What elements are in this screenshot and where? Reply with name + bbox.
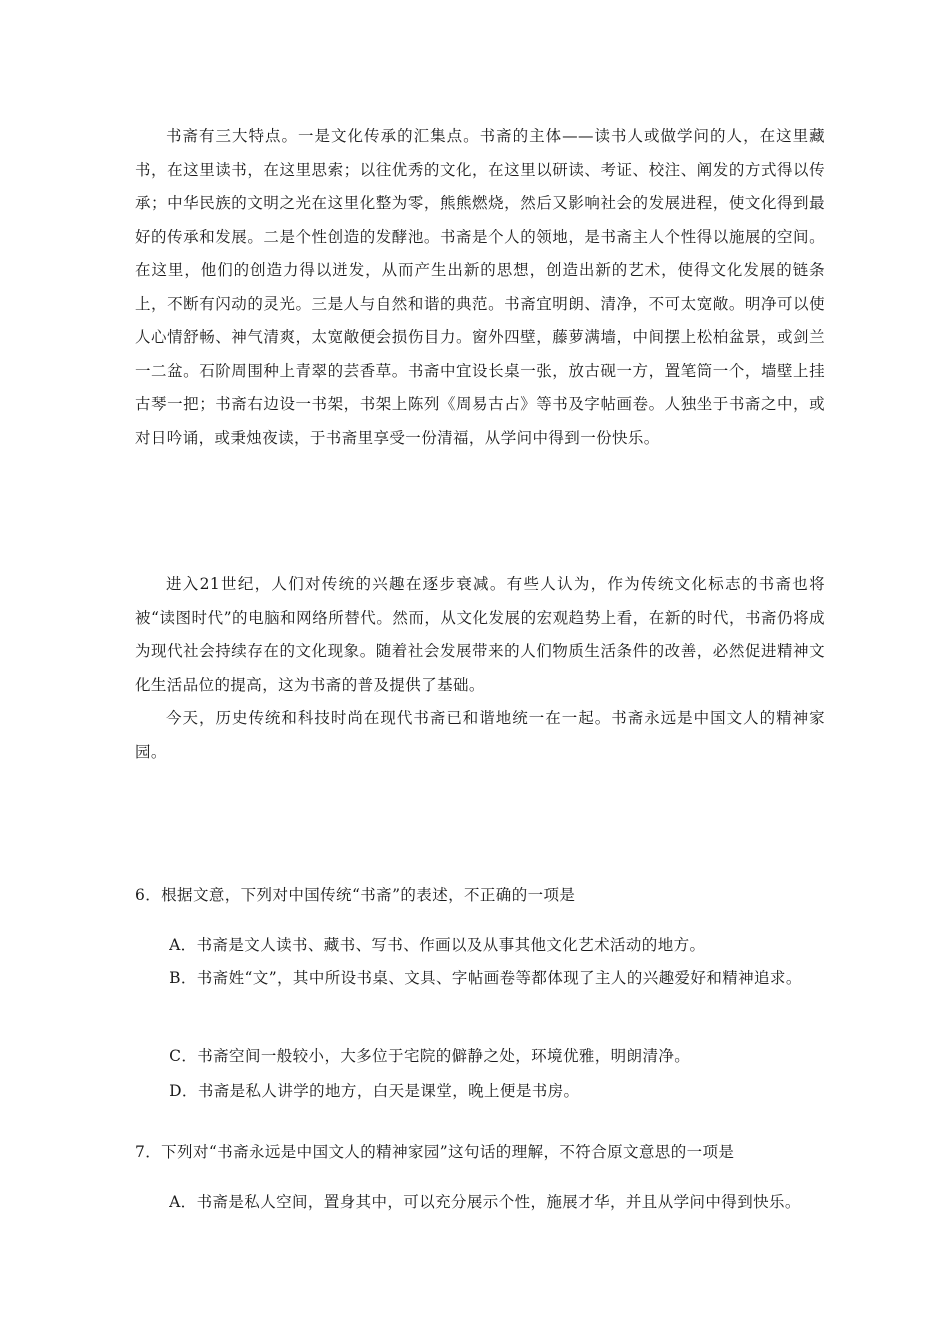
question-7-option-a: A．书斋是私人空间，置身其中，可以充分展示个性，施展才华，并且从学问中得到快乐。 — [169, 1193, 801, 1211]
passage-paragraph-1: 书斋有三大特点。一是文化传承的汇集点。书斋的主体——读书人或做学问的人，在这里藏书，在这里读书，在这里思索；以往优秀的文化，在这里以研读、考证、校注、阐发的方式得以传承；中华民族的文明之光在这里化整为零，熊熊燃烧，然后又影响社会的发展进程，使文化得到最好的传承和发展。二是个性创造的发酵池。书斋是个人的领地，是书斋主人个性得以施展的空间。在这里，他们的创造力得以迸发，从而产生出新的思想，创造出新的艺术，使得文化发展的链条上，不断有闪动的灵光。三是人与自然和谐的典范。书斋宜明朗、清净，不可太宽敞。明净可以使人心情舒畅、神气清爽，太宽敞便会损伤目力。窗外四壁，藤萝满墙，中间摆上松柏盆景，或剑兰一二盆。石阶周围种上青翠的芸香草。书斋中宜设长桌一张，放古砚一方，置笔筒一个，墙壁上挂古琴一把；书斋右边设一书架，书架上陈列《周易古占》等书及字帖画卷。人独坐于书斋之中，或对日吟诵，或秉烛夜读，于书斋里享受一份清福，从学问中得到一份快乐。 — [135, 127, 825, 447]
passage-paragraph-3: 今天，历史传统和科技时尚在现代书斋已和谐地统一在一起。书斋永远是中国文人的精神家园。 — [135, 709, 825, 761]
question-7-stem: 7．下列对“书斋永远是中国文人的精神家园”这句话的理解，不符合原文意思的一项是 — [135, 1143, 735, 1161]
question-6-option-b: B．书斋姓“文”，其中所设书桌、文具、字帖画卷等都体现了主人的兴趣爱好和精神追求。 — [169, 969, 802, 987]
question-6-option-c: C．书斋空间一般较小，大多位于宅院的僻静之处，环境优雅，明朗清净。 — [169, 1047, 691, 1065]
passage-paragraph-2: 进入21世纪，人们对传统的兴趣在逐步衰减。有些人认为，作为传统文化标志的书斋也将被“读图时代”的电脑和网络所替代。然而，从文化发展的宏观趋势上看，在新的时代，书斋仍将成为现代社会持续存在的文化现象。随着社会发展带来的人们物质生活条件的改善，必然促进精神文化生活品位的提高，这为书斋的普及提供了基础。 — [135, 575, 825, 694]
question-6-stem: 6．根据文意，下列对中国传统“书斋”的表述，不正确的一项是 — [135, 886, 576, 904]
question-6-option-a: A．书斋是文人读书、藏书、写书、作画以及从事其他文化艺术活动的地方。 — [169, 936, 706, 954]
question-6-option-d: D．书斋是私人讲学的地方，白天是课堂，晚上便是书房。 — [169, 1082, 580, 1100]
